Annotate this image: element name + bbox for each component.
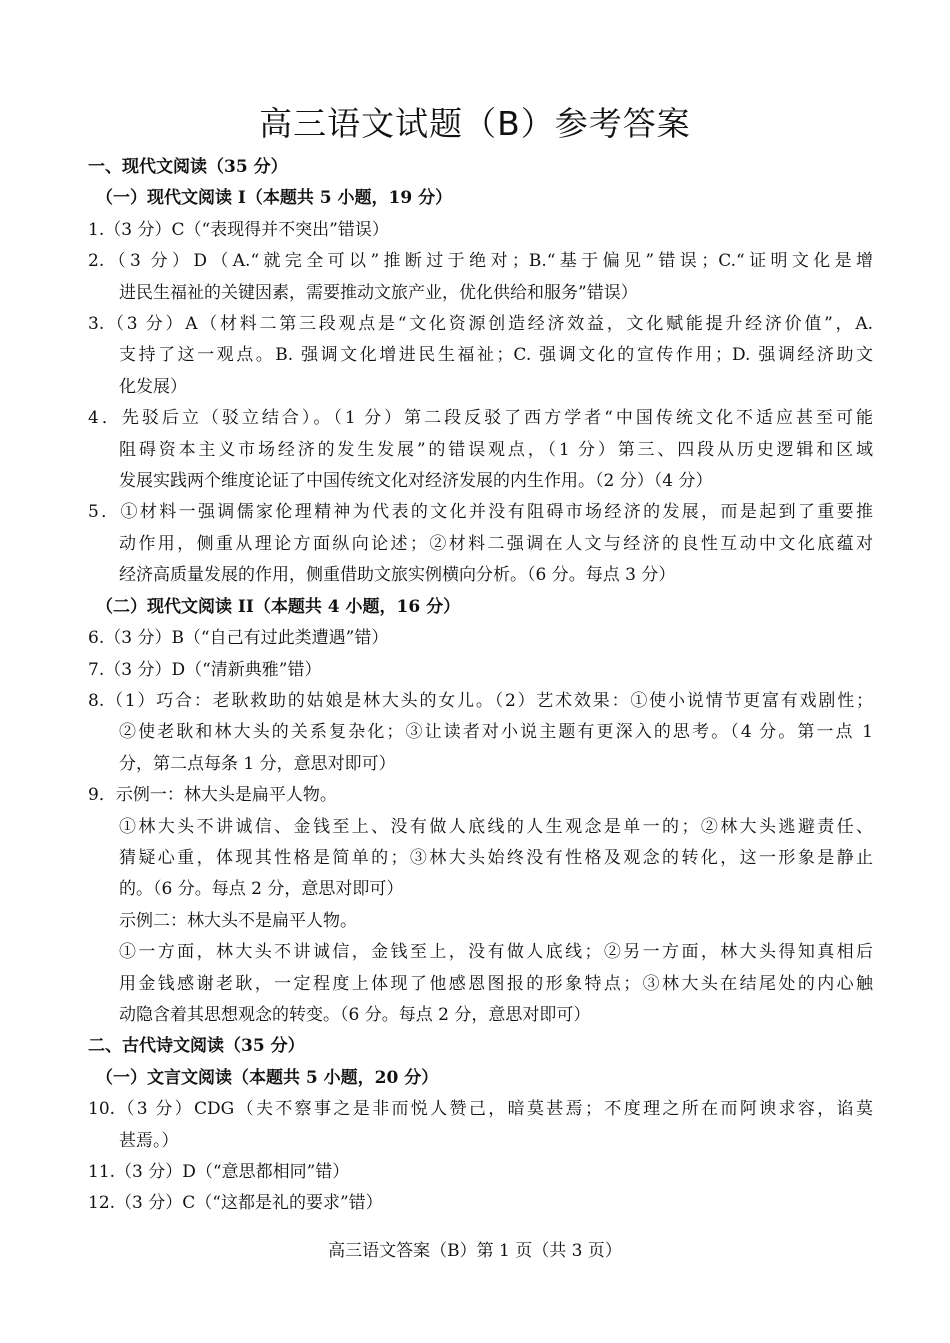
answer-line: 7.（3 分）D（“清新典雅”错） — [88, 659, 322, 680]
answer-line: 8.（1）巧合：老耿救助的姑娘是林大头的女儿。（2）艺术效果：①使小说情节更富有戏剧性； — [88, 690, 873, 711]
answer-line: 6.（3 分）B（“自己有过此类遭遇”错） — [88, 628, 389, 649]
section-heading: 一、现代文阅读（35 分） — [88, 157, 288, 177]
subsection-heading: （一）文言文阅读（本题共 5 小题，20 分） — [96, 1067, 439, 1088]
answer-line: 动隐含着其思想观念的转变。（6 分。每点 2 分，意思对即可） — [119, 1004, 591, 1025]
answer-line: 支持了这一观点。B. 强调文化增进民生福祉；C. 强调文化的宣传作用；D. 强调经济助文 — [119, 345, 873, 366]
answer-line: 2.（3 分）D（A.“就完全可以”推断过于绝对；B.“基于偏见”错误；C.“证明文化是增 — [88, 251, 873, 272]
answer-line: 发展实践两个维度论证了中国传统文化对经济发展的内生作用。（2 分）（4 分） — [119, 471, 713, 492]
answer-line: 猜疑心重，体现其性格是简单的；③林大头始终没有性格及观念的转化，这一形象是静止 — [119, 847, 873, 868]
answer-line: ①林大头不讲诚信、金钱至上、没有做人底线的人生观念是单一的；②林大头逃避责任、 — [119, 816, 873, 837]
answer-line: 阻碍资本主义市场经济的发生发展”的错误观点，（1 分）第三、四段从历史逻辑和区域 — [119, 439, 873, 460]
answer-line: 示例二：林大头不是扁平人物。 — [119, 910, 357, 931]
answer-line: 经济高质量发展的作用，侧重借助文旅实例横向分析。（6 分。每点 3 分） — [119, 565, 676, 586]
answer-line: 4．先驳后立（驳立结合）。（1 分）第二段反驳了西方学者“中国传统文化不适应甚至可能 — [88, 408, 873, 429]
subsection-heading: （二）现代文阅读 II（本题共 4 小题，16 分） — [96, 596, 461, 617]
answer-line: ②使老耿和林大头的关系复杂化；③让读者对小说主题有更深入的思考。（4 分。第一点 1 — [119, 722, 873, 743]
page-title: 高三语文试题（B）参考答案 — [259, 104, 691, 143]
answer-line: 10.（3 分）CDG（夫不察事之是非而悦人赞己，暗莫甚焉；不度理之所在而阿谀求容，谄莫 — [88, 1099, 873, 1120]
answer-line: 进民生福祉的关键因素，需要推动文旅产业，优化供给和服务”错误） — [119, 282, 638, 303]
section-heading: 二、古代诗文阅读（35 分） — [88, 1036, 305, 1057]
answer-line: 3.（3 分）A（材料二第三段观点是“文化资源创造经济效益，文化赋能提升经济价值”，A. — [88, 314, 873, 335]
answer-line: ①一方面，林大头不讲诚信，金钱至上，没有做人底线；②另一方面，林大头得知真相后 — [119, 942, 873, 963]
answer-line: 化发展） — [119, 376, 187, 397]
answer-line: 5．①材料一强调儒家伦理精神为代表的文化并没有阻碍市场经济的发展，而是起到了重要推 — [88, 502, 873, 523]
answer-line: 1.（3 分）C（“表现得并不突出”错误） — [88, 219, 389, 240]
page-footer: 高三语文答案（B）第 1 页（共 3 页） — [328, 1241, 622, 1261]
answer-line: 的。（6 分。每点 2 分，意思对即可） — [119, 879, 404, 900]
answer-line: 11.（3 分）D（“意思都相同”错） — [88, 1162, 350, 1182]
answer-line: 9．示例一：林大头是扁平人物。 — [88, 785, 337, 806]
answer-line: 用金钱感谢老耿，一定程度上体现了他感恩图报的形象特点；③林大头在结尾处的内心触 — [119, 973, 873, 994]
answer-line: 分，第二点每条 1 分，意思对即可） — [119, 753, 396, 774]
subsection-heading: （一）现代文阅读 I（本题共 5 小题，19 分） — [96, 188, 453, 209]
answer-line: 甚焉。） — [119, 1130, 179, 1151]
answer-line: 12.（3 分）C（“这都是礼的要求”错） — [88, 1193, 383, 1214]
answer-line: 动作用，侧重从理论方面纵向论述；②材料二强调在人文与经济的良性互动中文化底蕴对 — [119, 533, 873, 554]
answer-body — [88, 152, 873, 1220]
